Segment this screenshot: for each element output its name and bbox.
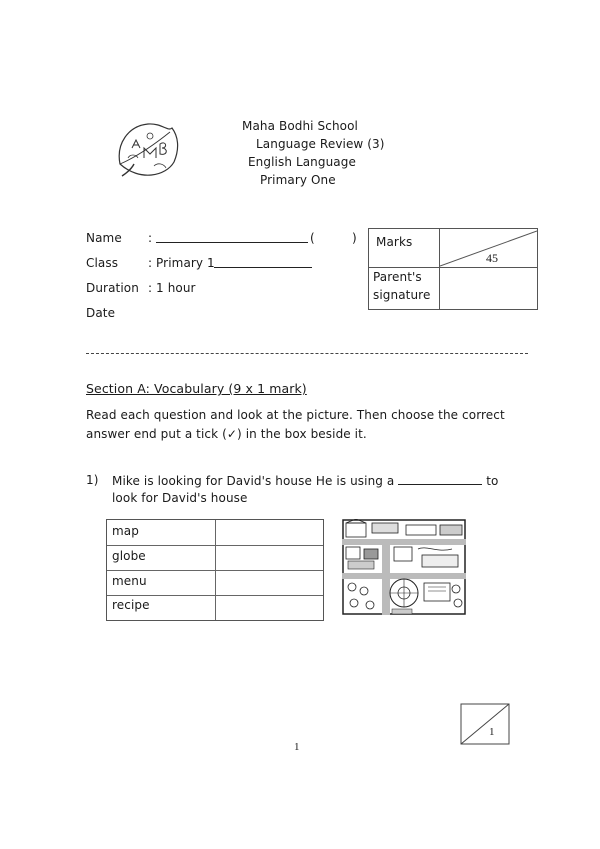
- duration-value: : 1 hour: [148, 281, 196, 295]
- review-title: Language Review (3): [256, 137, 385, 151]
- question-1-text-before: Mike is looking for David's house He is using a: [112, 474, 395, 488]
- class-label: Class: [86, 256, 119, 270]
- date-label: Date: [86, 306, 116, 320]
- name-paren-close: ): [352, 231, 357, 245]
- subject-title: English Language: [248, 155, 356, 169]
- marks-label: Marks: [376, 235, 413, 249]
- duration-label: Duration: [86, 281, 139, 295]
- question-1-text-after: to look for David's house: [112, 474, 499, 505]
- option-map-tickbox[interactable]: [215, 520, 321, 544]
- option-globe-tickbox[interactable]: [215, 545, 321, 569]
- town-map-illustration-icon: [342, 519, 466, 615]
- option-map-label: map: [112, 524, 139, 538]
- name-label: Name: [86, 231, 122, 245]
- page-score-box: [460, 703, 510, 745]
- marks-total: 45: [486, 251, 498, 265]
- option-menu-label: menu: [112, 574, 147, 588]
- class-field[interactable]: [214, 266, 312, 268]
- option-recipe-label: recipe: [112, 598, 150, 612]
- question-1-number: 1): [86, 473, 99, 487]
- header-block: [236, 117, 436, 189]
- option-recipe-tickbox[interactable]: [215, 595, 321, 619]
- class-value: : Primary 1: [148, 256, 215, 270]
- divider: [86, 353, 528, 355]
- section-a-instructions: Read each question and look at the picture. Then choose the correct answer end put a tick (✓) in the box beside it.: [86, 408, 505, 441]
- section-a-title: Section A: Vocabulary (9 x 1 mark): [86, 381, 307, 396]
- option-globe-label: globe: [112, 549, 146, 563]
- question-1-text: [112, 473, 512, 507]
- leaf-logo-icon: [110, 118, 186, 188]
- name-colon: :: [148, 231, 153, 245]
- school-name: Maha Bodhi School: [242, 119, 358, 133]
- page-number: 1: [294, 741, 300, 753]
- parent-signature-label: Parent's signature: [373, 270, 431, 302]
- question-1-blank: [398, 474, 482, 485]
- option-menu-tickbox[interactable]: [215, 570, 321, 594]
- level-title: Primary One: [260, 173, 336, 187]
- name-field[interactable]: [156, 241, 308, 243]
- name-paren-open: (: [310, 231, 315, 245]
- page-score-value: 1: [489, 726, 495, 738]
